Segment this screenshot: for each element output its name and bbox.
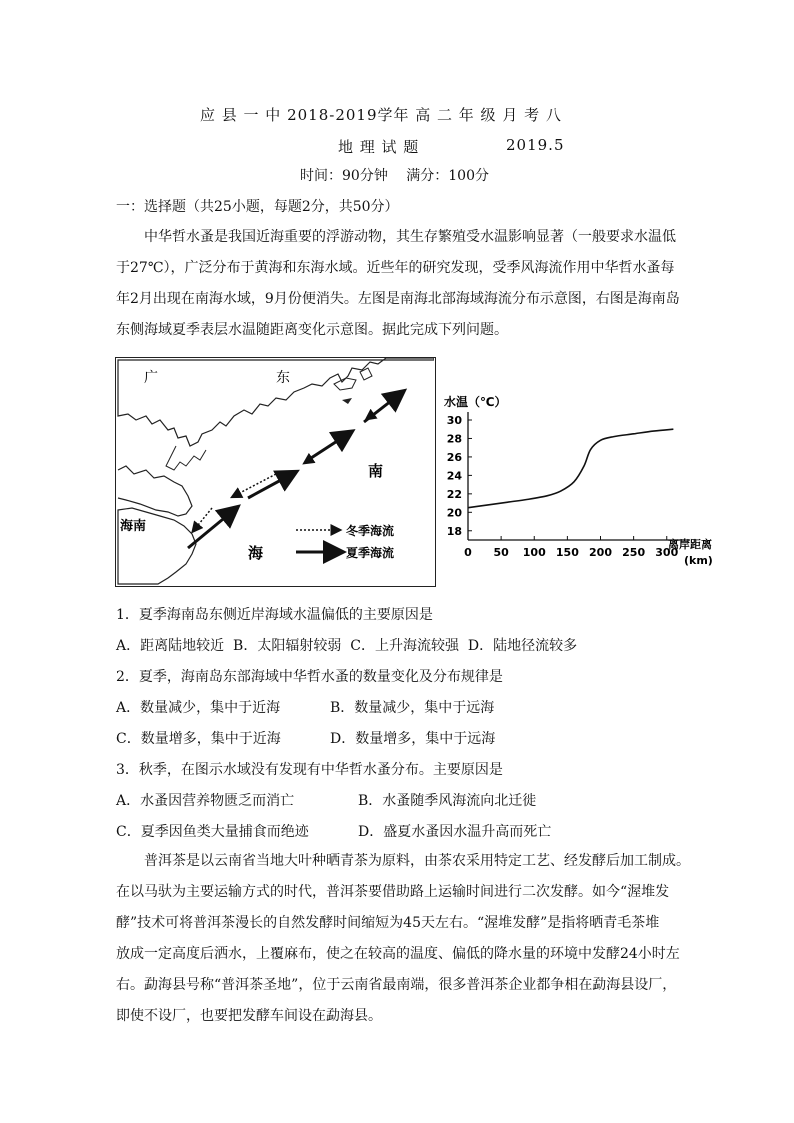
passage-line: 酵”技术可将普洱茶漫长的自然发酵时间缩短为45天左右。“渥堆发酵”是指将晒青毛茶堆 [116, 915, 660, 931]
option[interactable]: B．数量减少，集中于远海 [330, 700, 495, 716]
option[interactable]: B．水蚤随季风海流向北迁徙 [358, 793, 537, 809]
x-tick-label: 0 [464, 546, 472, 559]
passage-line: 年2月出现在南海水域，9月份便消失。左图是南海北部海域海流分布示意图，右图是海南岛 [116, 291, 680, 307]
exam-date: 2019.5 [506, 136, 565, 154]
legend-summer-label: 夏季海流 [346, 546, 395, 560]
y-tick-label: 20 [446, 506, 462, 520]
option[interactable]: D．陆地径流较多 [467, 638, 578, 654]
chart-ylabel: 水温（℃） [444, 395, 507, 409]
passage-line: 右。勐海县号称“普洱茶圣地”，位于云南省最南端，很多普洱茶企业都争相在勐海县设厂， [116, 977, 677, 993]
x-tick-label: 250 [622, 546, 646, 559]
summer-current-arrow [188, 510, 234, 548]
subject-title: 地 理 试 题 [338, 138, 420, 156]
x-tick-label: 100 [522, 546, 546, 559]
section-heading: 一：选择题（共25小题，每题2分，共50分） [116, 199, 399, 215]
summer-current-arrow [308, 434, 348, 460]
option[interactable]: C．夏季因鱼类大量捕食而绝迹 [116, 824, 309, 840]
legend-winter-label: 冬季海流 [346, 524, 395, 538]
temperature-curve [468, 429, 673, 507]
option[interactable]: B．太阳辐射较弱 [233, 638, 342, 654]
label-nan: 南 [368, 462, 384, 480]
passage-line: 普洱茶是以云南省当地大叶种晒青茶为原料，由茶农采用特定工艺、经发酵后加工制成。 [144, 853, 690, 869]
x-tick-label: 300 [655, 546, 679, 559]
option[interactable]: C．数量增多，集中于近海 [116, 731, 281, 747]
question-3-stem: 3．秋季，在图示水域没有发现有中华哲水蚤分布。主要原因是 [116, 762, 503, 778]
option[interactable]: A．数量减少，集中于近海 [116, 700, 281, 716]
current-map [115, 357, 436, 587]
question-2-stem: 2．夏季，海南岛东部海域中华哲水蚤的数量变化及分布规律是 [116, 669, 503, 685]
y-tick-label: 28 [446, 432, 462, 446]
option[interactable]: A．水蚤因营养物匮乏而消亡 [116, 793, 295, 809]
question-1-stem: 1．夏季海南岛东侧近岸海域水温偏低的主要原因是 [116, 607, 433, 623]
exam-title: 应 县 一 中 2018-2019学年 高 二 年 级 月 考 八 [200, 106, 562, 124]
water-temp-chart [440, 380, 720, 590]
passage-line: 中华哲水蚤是我国近海重要的浮游动物，其生存繁殖受水温影响显著（一般要求水温低 [144, 229, 676, 245]
label-hainan: 海南 [120, 519, 147, 534]
time-info: 时间：90分钟 满分：100分 [300, 168, 489, 184]
x-tick-label: 150 [555, 546, 579, 559]
y-tick-label: 22 [446, 487, 462, 501]
x-tick-label: 50 [493, 546, 509, 559]
coastline-detail [166, 446, 206, 470]
y-tick-label: 18 [446, 524, 462, 538]
y-tick-label: 30 [446, 414, 462, 427]
label-guang: 广 [144, 370, 158, 386]
passage-2 [116, 846, 696, 1032]
option[interactable]: A．距离陆地较近 [116, 638, 225, 654]
y-tick-label: 26 [446, 450, 462, 464]
option[interactable]: D．盛夏水蚤因水温升高而死亡 [358, 824, 552, 840]
chart-xlabel: 离岸距离 [668, 538, 712, 551]
passage-line: 东侧海域夏季表层水温随距离变化示意图。据此完成下列问题。 [116, 322, 508, 338]
passage-line: 在以马驮为主要运输方式的时代，普洱茶要借助路上运输时间进行二次发酵。如今“渥堆发 [116, 884, 670, 900]
option[interactable]: D．数量增多，集中于远海 [330, 731, 496, 747]
passage-line: 于27℃），广泛分布于黄海和东海水域。近些年的研究发现，受季风海流作用中华哲水蚤每 [116, 260, 675, 276]
label-dong: 东 [276, 370, 290, 386]
x-tick-label: 200 [589, 546, 612, 559]
passage-line: 即使不设厂，也要把发酵车间设在勐海县。 [116, 1008, 382, 1024]
island [342, 398, 352, 404]
winter-current-arrow [194, 508, 212, 530]
passage-1 [116, 222, 696, 346]
map-svg [116, 358, 434, 585]
question-1-options [116, 635, 577, 655]
y-tick-label: 24 [446, 469, 462, 483]
summer-current-arrow [364, 394, 400, 422]
option[interactable]: C．上升海流较强 [350, 638, 459, 654]
chart-xunit: (km) [684, 554, 713, 567]
passage-line: 放成一定高度后洒水，上覆麻布，使之在较高的温度、偏低的降水量的环境中发酵24小时左 [116, 946, 680, 962]
label-hai: 海 [248, 544, 264, 562]
